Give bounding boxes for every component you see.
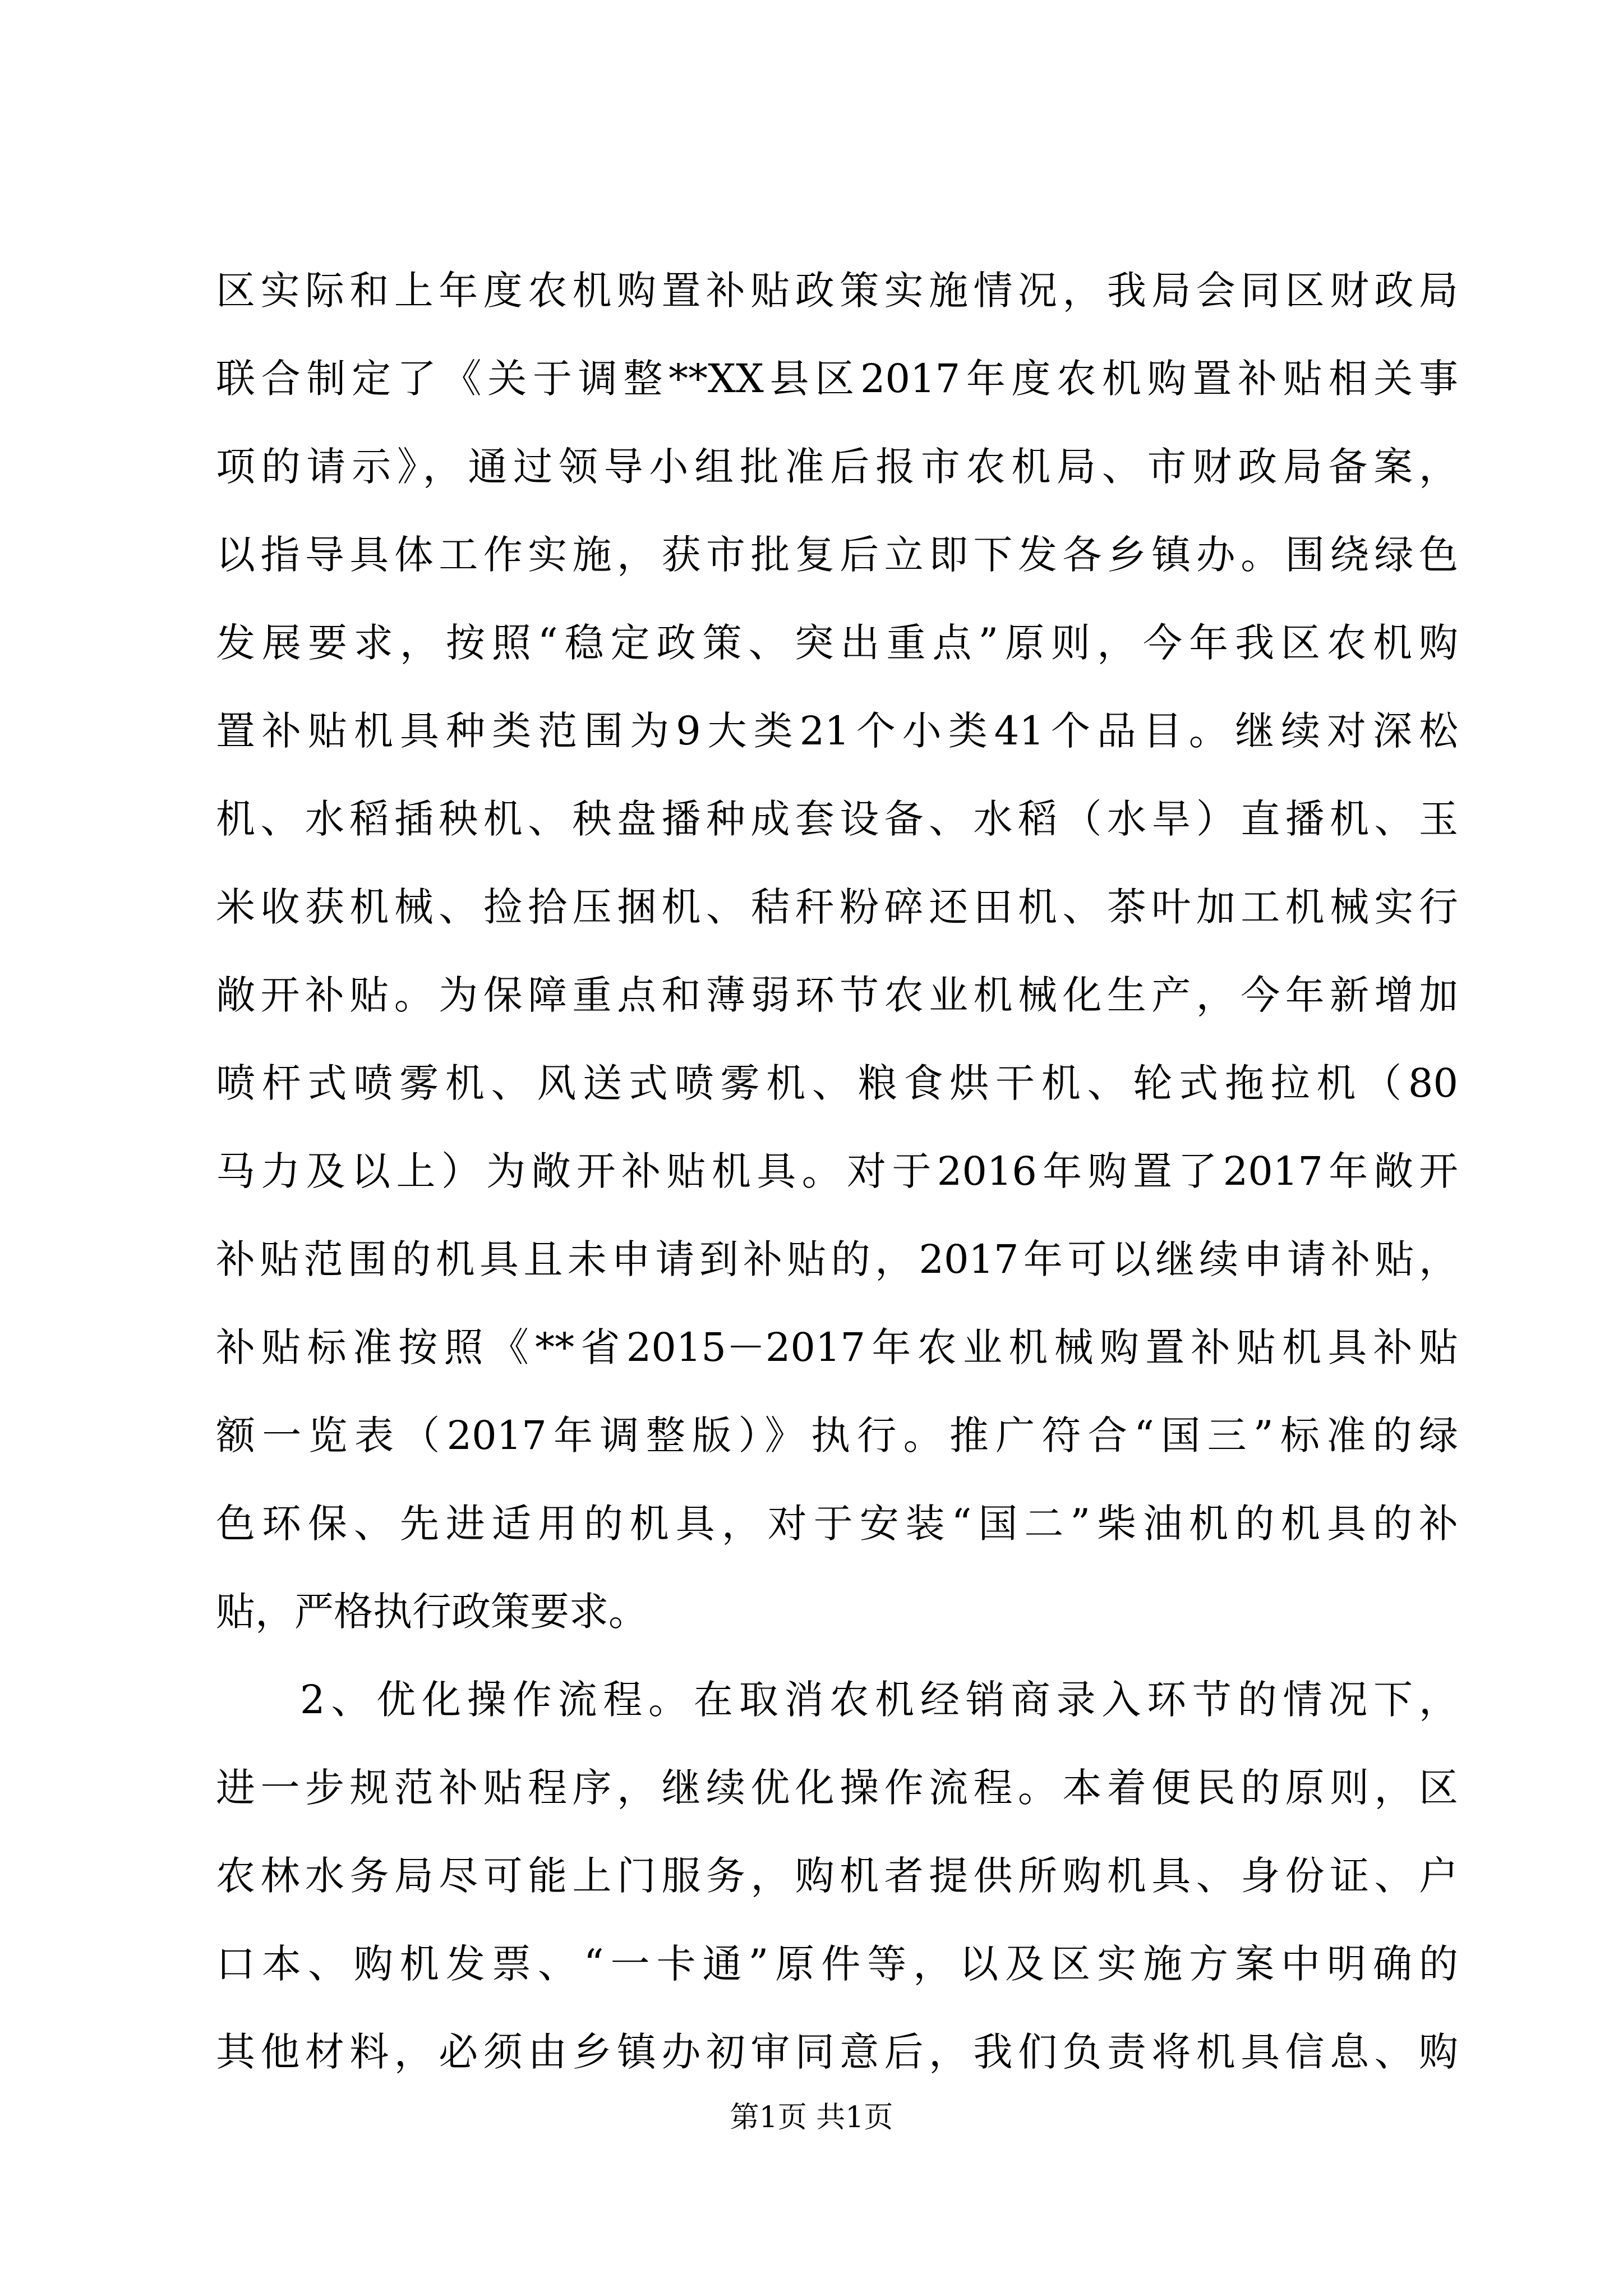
text-line: 2、优化操作流程。在取消农机经销商录入环节的情况下， — [300, 1677, 1458, 1723]
page-number-label: 第1页 共1页 — [730, 2101, 893, 2134]
text-line: 额一览表（2017年调整版）》执行。推广符合“国三”标准的绿 — [216, 1412, 1458, 1458]
text-line: 联合制定了《关于调整**XX县区2017年度农机购置补贴相关事 — [216, 356, 1458, 402]
text-line: 口本、购机发票、“一卡通”原件等，以及区实施方案中明确的 — [216, 1941, 1458, 1987]
paragraph-2 — [216, 1656, 1458, 2096]
text-line: 米收获机械、捡拾压捆机、秸秆粉碎还田机、茶叶加工机械实行 — [216, 884, 1458, 930]
text-line: 机、水稻插秧机、秧盘播种成套设备、水稻（水旱）直播机、玉 — [216, 796, 1458, 842]
text-line: 发展要求，按照“稳定政策、突出重点”原则，今年我区农机购 — [216, 620, 1458, 666]
text-line: 敞开补贴。为保障重点和薄弱环节农业机械化生产，今年新增加 — [216, 972, 1458, 1018]
text-line: 色环保、先进适用的机具，对于安装“国二”柴油机的机具的补 — [216, 1501, 1458, 1547]
text-line: 补贴标准按照《**省2015－2017年农业机械购置补贴机具补贴 — [216, 1324, 1458, 1370]
text-line: 区实际和上年度农机购置补贴政策实施情况，我局会同区财政局 — [216, 268, 1458, 314]
text-line: 补贴范围的机具且未申请到补贴的，2017年可以继续申请补贴， — [216, 1236, 1458, 1282]
text-line: 项的请示》，通过领导小组批准后报市农机局、市财政局备案， — [216, 444, 1458, 490]
text-line: 进一步规范补贴程序，继续优化操作流程。本着便民的原则，区 — [216, 1765, 1458, 1811]
text-line: 喷杆式喷雾机、风送式喷雾机、粮食烘干机、轮式拖拉机（80 — [216, 1060, 1458, 1106]
text-line: 马力及以上）为敞开补贴机具。对于2016年购置了2017年敞开 — [216, 1148, 1458, 1194]
document-body — [216, 247, 1458, 2096]
paragraph-1 — [216, 247, 1458, 1656]
text-line: 其他材料，必须由乡镇办初审同意后，我们负责将机具信息、购 — [216, 2029, 1458, 2075]
text-line: 置补贴机具种类范围为9大类21个小类41个品目。继续对深松 — [216, 708, 1458, 754]
text-line: 以指导具体工作实施，获市批复后立即下发各乡镇办。围绕绿色 — [216, 532, 1458, 578]
text-line: 贴，严格执行政策要求。 — [216, 1589, 648, 1635]
text-line: 农林水务局尽可能上门服务，购机者提供所购机具、身份证、户 — [216, 1853, 1458, 1899]
page-footer — [0, 2095, 1623, 2140]
